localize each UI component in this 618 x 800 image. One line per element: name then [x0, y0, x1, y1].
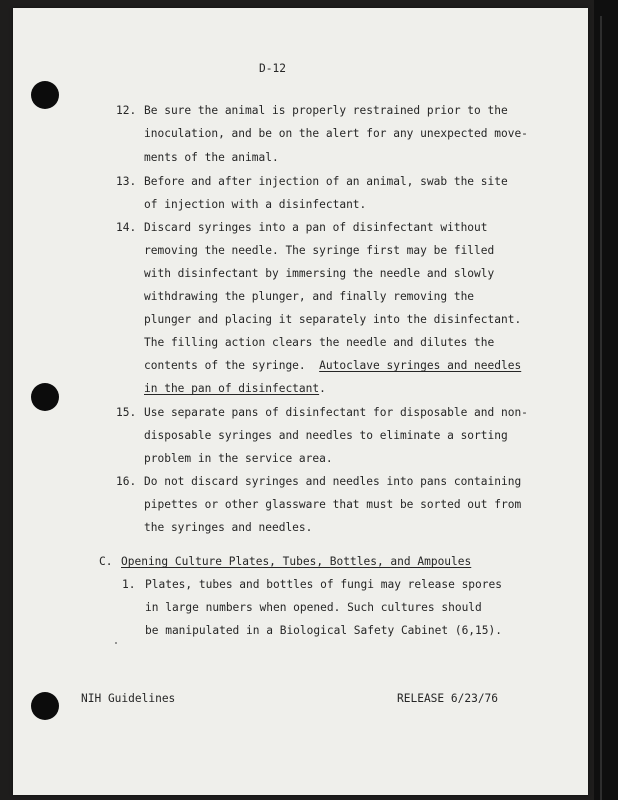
item-number-12: 12.	[116, 104, 137, 117]
page-number: D-12	[259, 62, 286, 75]
section-c-heading: Opening Culture Plates, Tubes, Bottles, and Ampoules	[121, 555, 472, 568]
item-16-line: the syringes and needles.	[144, 521, 313, 534]
item-14-line: plunger and placing it separately into the disinfectant.	[144, 313, 522, 326]
item-14-line: removing the needle. The syringe first may be filled	[144, 244, 495, 257]
item-13-line: Before and after injection of an animal, swab the site	[144, 175, 508, 188]
punch-hole-middle	[31, 383, 59, 411]
item-number-13: 13.	[116, 175, 137, 188]
item-14-line: withdrawing the plunger, and finally removing the	[144, 290, 475, 303]
item-number-15: 15.	[116, 406, 137, 419]
item-14-underlined-text: Autoclave syringes and needles	[319, 359, 522, 372]
item-16-line: pipettes or other glassware that must be sorted out from	[144, 498, 522, 511]
document-page	[13, 8, 588, 795]
item-14-line	[144, 360, 521, 371]
item-15-line: problem in the service area.	[144, 452, 333, 465]
item-16-line: Do not discard syringes and needles into pans containing	[144, 475, 522, 488]
punch-hole-bottom	[31, 692, 59, 720]
footer-left-text: NIH Guidelines	[81, 692, 176, 705]
binder-dark-edge	[594, 0, 618, 800]
item-14-line: with disinfectant by immersing the needle and slowly	[144, 267, 495, 280]
item-12-line: Be sure the animal is properly restrained prior to the	[144, 104, 508, 117]
item-14-plain-text: contents of the syringe.	[144, 359, 306, 372]
punch-hole-top	[31, 81, 59, 109]
item-14-period: .	[319, 382, 326, 395]
item-14-underlined-text: in the pan of disinfectant	[144, 382, 320, 395]
item-number-14: 14.	[116, 221, 137, 234]
item-14-line	[144, 383, 326, 394]
item-13-line: of injection with a disinfectant.	[144, 198, 367, 211]
item-15-line: Use separate pans of disinfectant for disposable and non-	[144, 406, 528, 419]
item-12-line: ments of the animal.	[144, 151, 279, 164]
section-c-item-1-line: be manipulated in a Biological Safety Cabinet (6,15).	[145, 624, 502, 637]
footer-release-date: RELEASE 6/23/76	[397, 692, 499, 705]
item-14-line: Discard syringes into a pan of disinfectant without	[144, 221, 488, 234]
item-15-line: disposable syringes and needles to eliminate a sorting	[144, 429, 508, 442]
binder-edge-line	[600, 16, 602, 800]
item-12-line: inoculation, and be on the alert for any unexpected move-	[144, 127, 528, 140]
section-c-item-1-line: Plates, tubes and bottles of fungi may release spores	[145, 578, 502, 591]
item-14-line: The filling action clears the needle and dilutes the	[144, 336, 495, 349]
paper-speck	[115, 642, 117, 644]
section-c-item-1-line: in large numbers when opened. Such cultures should	[145, 601, 482, 614]
item-number-16: 16.	[116, 475, 137, 488]
section-c-item-number-1: 1.	[122, 578, 136, 591]
section-c-letter: C.	[99, 555, 113, 568]
